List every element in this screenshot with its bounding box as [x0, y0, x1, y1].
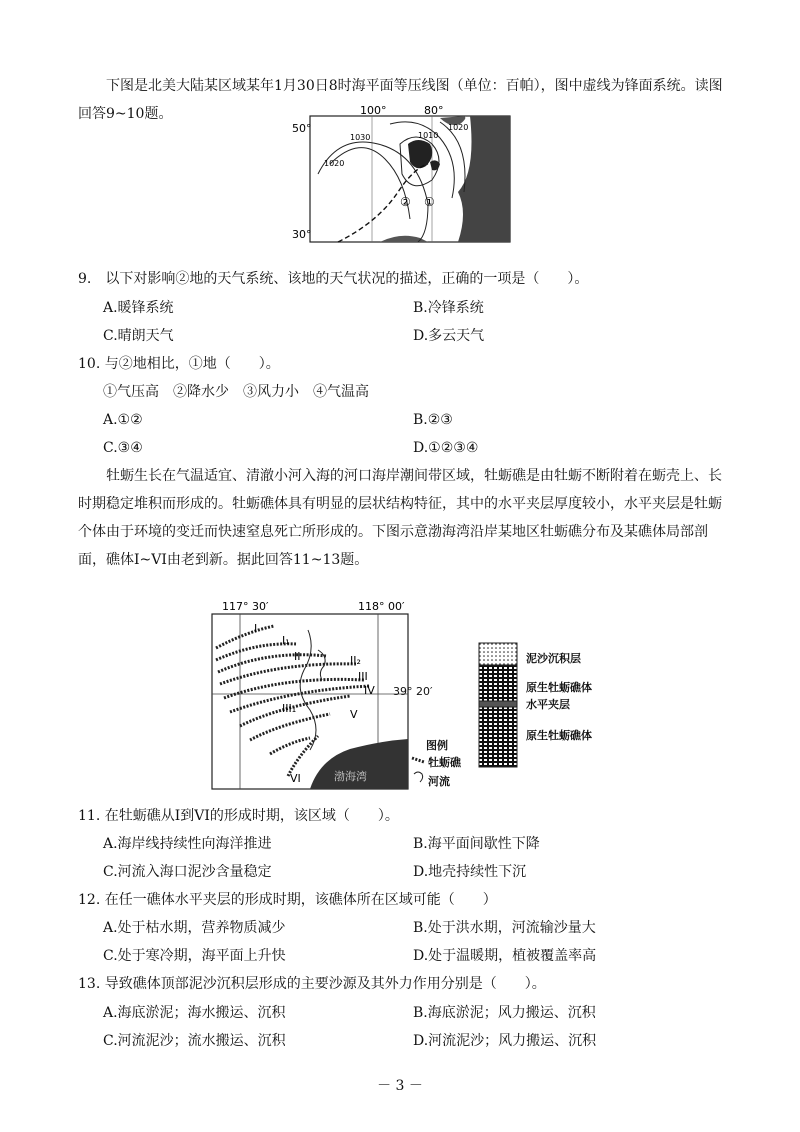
reef-profile-column — [478, 642, 518, 768]
reef-layer-upper — [479, 665, 517, 701]
legend-river-label: 河流 — [428, 775, 450, 788]
q9-option-d: D.多云天气 — [413, 328, 485, 344]
isobar-label: 1030 — [350, 133, 371, 142]
question-12-stem: 12. 在任一礁体水平夹层的形成时期，该礁体所在区域可能（ ） — [78, 892, 497, 908]
q10-option-b: B.②③ — [413, 412, 453, 428]
isobar-label: 1020 — [324, 159, 345, 168]
q9-option-a: A.暖锋系统 — [103, 300, 174, 316]
lon-label: 100° — [360, 104, 387, 117]
point-1-label: ① — [424, 195, 435, 209]
isobar-map — [290, 104, 520, 254]
reef-label-v: V — [350, 708, 358, 721]
isobar-label: 1020 — [448, 123, 469, 132]
lon-label: 80° — [424, 104, 444, 117]
isobar-label: 1010 — [418, 131, 439, 140]
reef-label-vi: VI — [290, 772, 301, 785]
q11-option-c: C.河流入海口泥沙含量稳定 — [103, 864, 272, 880]
q10-option-c: C.③④ — [103, 440, 143, 456]
q13-option-c: C.河流泥沙；流水搬运、沉积 — [103, 1033, 286, 1049]
q12-option-d: D.处于温暖期，植被覆盖率高 — [413, 948, 597, 964]
reef-layer-lower — [479, 707, 517, 767]
horizontal-interlayer — [479, 701, 517, 707]
profile-layer-label: 泥沙沉积层 — [526, 652, 581, 665]
question-11-stem: 11. 在牡蛎礁从I到VI的形成时期，该区域（ ）。 — [78, 808, 399, 824]
q12-option-a: A.处于枯水期，营养物质减少 — [103, 920, 286, 936]
page-number: － 3 － — [377, 1078, 423, 1094]
intro-paragraph-1: 下图是北美大陆某区域某年1月30日8时海平面等压线图（单位：百帕），图中虚线为锋面系统。读图回答9~10题。 — [78, 78, 723, 122]
legend-reef-symbol — [412, 758, 424, 762]
q9-option-c: C.晴朗天气 — [103, 328, 174, 344]
lat-label: 50° — [292, 122, 312, 135]
lon-label: 118° 00′ — [358, 600, 405, 613]
sea-label: 渤海湾 — [334, 770, 367, 783]
q10-option-a: A.①② — [103, 412, 143, 428]
reef-label-i1: I₁ — [282, 634, 290, 647]
question-13-stem: 13. 导致礁体顶部泥沙沉积层形成的主要沙源及其外力作用分别是（ ）。 — [78, 976, 546, 992]
lat-label: 30° — [292, 228, 312, 241]
reef-label-ii: II — [294, 650, 301, 663]
question-9-stem: 9. 以下对影响②地的天气系统、该地的天气状况的描述，正确的一项是（ ）。 — [78, 271, 589, 287]
lon-label: 117° 30′ — [222, 600, 269, 613]
q12-option-b: B.处于洪水期，河流输沙量大 — [413, 920, 596, 936]
point-2-label: ② — [400, 195, 411, 209]
reef-label-iii1: III₁ — [282, 702, 297, 715]
question-10-stem: 10. 与②地相比，①地（ ）。 — [78, 356, 280, 372]
reef-label-i: I — [254, 622, 258, 635]
q11-option-b: B.海平面间歇性下降 — [413, 836, 540, 852]
legend-title: 图例 — [426, 739, 448, 752]
q9-option-b: B.冷锋系统 — [413, 300, 484, 316]
legend-symbols — [410, 754, 426, 784]
q12-option-c: C.处于寒冷期，海平面上升快 — [103, 948, 286, 964]
profile-layer-label: 原生牡蛎礁体 — [526, 681, 592, 694]
q10-statements: ①气压高 ②降水少 ③风力小 ④气温高 — [103, 384, 369, 400]
reef-label-iv: IV — [364, 684, 375, 697]
q13-option-d: D.河流泥沙；风力搬运、沉积 — [413, 1033, 597, 1049]
profile-layer-label: 水平夹层 — [526, 698, 570, 711]
legend-reef-label: 牡蛎礁 — [428, 756, 461, 769]
q13-option-b: B.海底淤泥；风力搬运、沉积 — [413, 1005, 596, 1021]
legend-river-symbol — [414, 772, 423, 782]
q11-option-a: A.海岸线持续性向海洋推进 — [103, 836, 272, 852]
q13-option-a: A.海底淤泥；海水搬运、沉积 — [103, 1005, 286, 1021]
profile-layer-label: 原生牡蛎礁体 — [526, 729, 592, 742]
q10-option-d: D.①②③④ — [413, 440, 479, 456]
q11-option-d: D.地壳持续性下沉 — [413, 864, 527, 880]
intro-paragraph-2: 牡蛎生长在气温适宜、清澈小河入海的河口海岸潮间带区域，牡蛎礁是由牡蛎不断附着在蛎壳上、长时期稳定堆积而形成的。牡蛎礁体具有明显的层状结构特征，其中的水平夹层厚度较小，水平夹层是牡蛎个体由于环境的变迁而快速窒息死亡所形成的。下图示意渤海湾沿岸某地区牡蛎礁分布及某礁体局部剖面，礁体I~VI由老到新。据此回答11~13题。 — [78, 468, 722, 568]
sediment-layer — [479, 643, 517, 665]
reef-label-ii2: II₂ — [350, 654, 361, 667]
lat-label: 39° 20′ — [393, 685, 433, 698]
reef-label-iii: III — [358, 670, 368, 683]
